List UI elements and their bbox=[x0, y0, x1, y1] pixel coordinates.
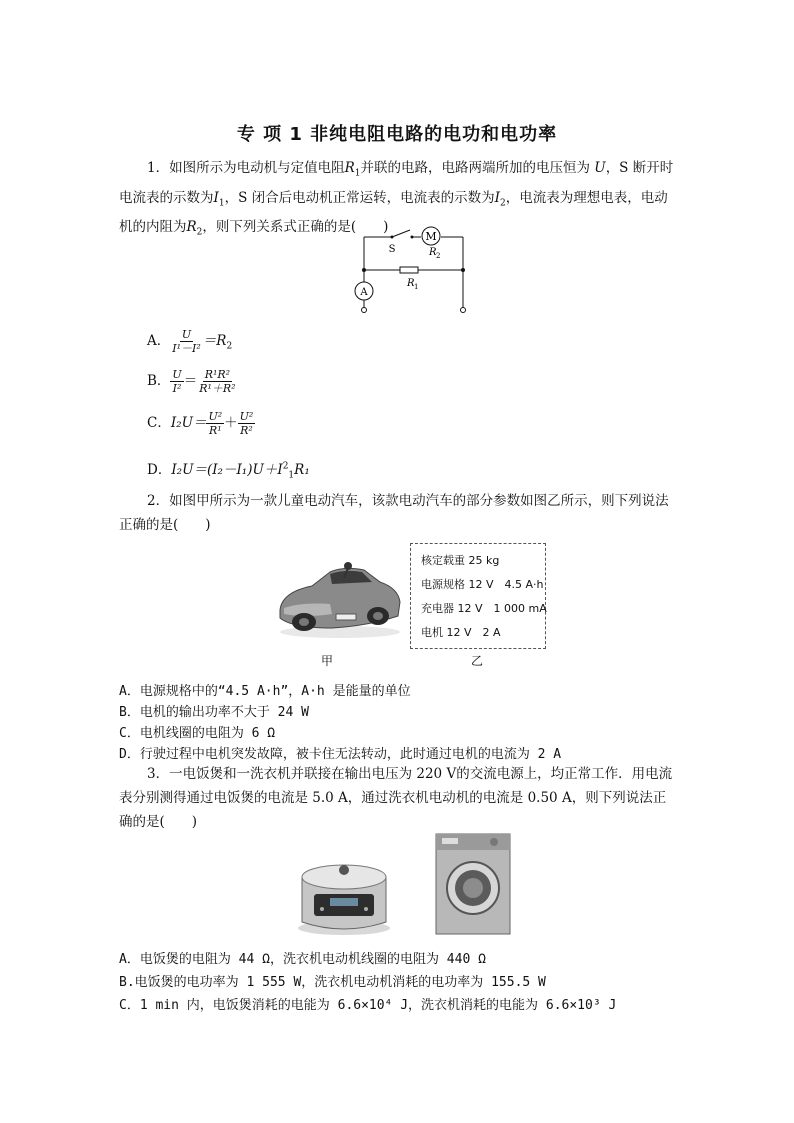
motor-label: M bbox=[425, 230, 437, 243]
q2-option-d[interactable]: D．行驶过程中电机突发故障，被卡住无法转动，此时通过电机的电流为 2 A bbox=[119, 747, 562, 762]
question-3-text: 3．一电饭煲和一洗衣机并联接在输出电压为 220 V的交流电源上，均正常工作．用电流表分别测得通过电饭煲的电流是 5.0 A，通过洗衣机电动机的电流是 0.50 A，则下列说法正确的是( ) bbox=[119, 766, 673, 830]
question-2-text: 2．如图甲所示为一款儿童电动汽车，该款电动汽车的部分参数如图乙所示，则下列说法正确的是( ) bbox=[119, 493, 669, 533]
ammeter-label: A bbox=[360, 287, 368, 298]
q2-option-a[interactable]: A．电源规格中的“4.5 A·h”，A·h 是能量的单位 bbox=[119, 684, 411, 699]
question-1-text: 1．如图所示为电动机与定值电阻$R_1$并联的电路，电路两端所加的电压恒为 U，S 断开时电流表的示数为$I_1$，S 闭合后电动机正常运转，电流表的示数为$I_2$，电流表为理想电表，电动机的内阻为$R_2$，则下列关系式正确的是( ) bbox=[119, 160, 674, 239]
r1-label: R bbox=[407, 278, 415, 289]
q1-option-a[interactable]: A． $\frac{U}{\text{I¹－I²}}$ $=R_2$ bbox=[147, 328, 233, 355]
toy-car-image bbox=[272, 552, 404, 642]
q3-option-c[interactable]: C．1 min 内，电饭煲消耗的电能为 6.6×10⁴ J，洗衣机消耗的电能为 6.6×10³ J bbox=[119, 998, 617, 1013]
terminal-left bbox=[362, 308, 367, 313]
q3-option-a[interactable]: A．电饭煲的电阻为 44 Ω，洗衣机电动机线圈的电阻为 440 Ω bbox=[119, 952, 486, 967]
r2-label: R bbox=[429, 247, 437, 258]
terminal-right bbox=[461, 308, 466, 313]
q2-option-c[interactable]: C．电机线圈的电阻为 6 Ω bbox=[119, 726, 276, 741]
page-title: 专 项 1 非纯电阻电路的电功和电功率 bbox=[236, 124, 558, 145]
switch-label: S bbox=[388, 244, 396, 255]
q1-option-c[interactable]: C．I₂U＝ $\frac{\text{U²}}{\text{R¹}}$ ＋ $\frac{\text{U²}}{\text{R²}}$ bbox=[147, 410, 254, 437]
q1-option-d[interactable]: D．$I_2U=(I_2-I_1)U+I^2_1R_1$ bbox=[147, 461, 310, 481]
label-yi: 乙 bbox=[471, 654, 484, 668]
spec-load: 核定载重 25 kg bbox=[421, 554, 500, 567]
rice-cooker-image bbox=[296, 856, 392, 936]
q2-option-b[interactable]: B．电机的输出功率不大于 24 W bbox=[119, 705, 309, 720]
spec-motor: 电机 12 V 2 A bbox=[421, 626, 501, 639]
label-jia: 甲 bbox=[321, 654, 334, 668]
spec-charger: 充电器 12 V 1 000 mA bbox=[421, 602, 547, 615]
q1-option-b[interactable]: B． $\frac{U}{\text{I²}}$ ＝ $\frac{\text{R¹R²}}{\text{R¹＋R²}}$ bbox=[147, 368, 236, 395]
washing-machine-image bbox=[432, 832, 514, 936]
svg-text:2: 2 bbox=[436, 252, 441, 260]
spec-panel bbox=[410, 543, 546, 649]
q3-option-b[interactable]: B.电饭煲的电功率为 1 555 W，洗衣机电动机消耗的电功率为 155.5 W bbox=[119, 975, 546, 990]
circuit-diagram bbox=[350, 224, 480, 316]
spec-battery: 电源规格 12 V 4.5 A·h bbox=[421, 578, 544, 591]
svg-text:1: 1 bbox=[414, 283, 419, 291]
